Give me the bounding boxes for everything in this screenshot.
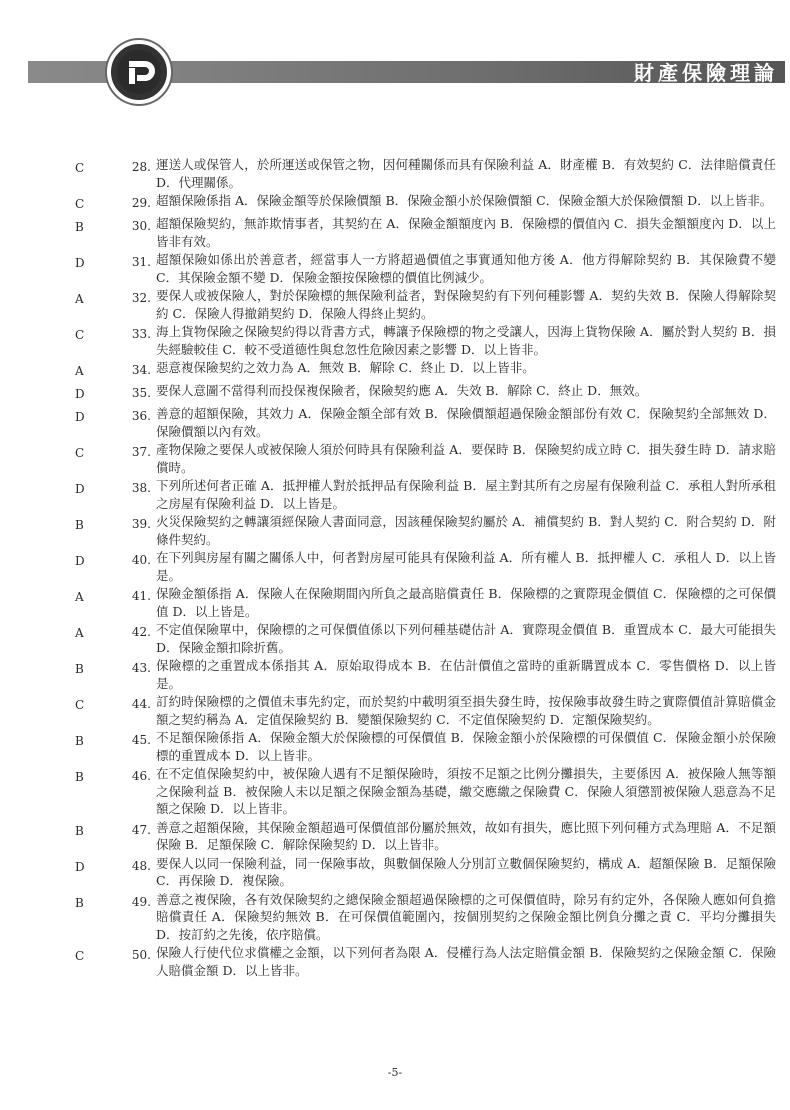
question-number: 50. [131, 948, 151, 962]
question-text: 下列所述何者正確 A．抵押權人對於抵押品有保險利益 B．屋主對其所有之房屋有保險利益 C．承租人對所承租之房屋有保險利益 D．以上皆是。 [156, 478, 776, 511]
question-item [0, 819, 790, 854]
question-item [0, 287, 790, 322]
question-number: 29. [131, 196, 151, 210]
answer-key: A [75, 626, 84, 640]
question-item [0, 323, 790, 358]
question-number: 36. [131, 409, 151, 423]
answer-key: A [75, 364, 84, 378]
question-item [0, 405, 790, 440]
question-text: 善意之超額保險，其保險金額超過可保價值部份屬於無效，故如有損失，應比照下列何種方式為理賠 A．不足額保險 B．足額保險 C．解除保險契約 D．以上皆非。 [156, 819, 776, 852]
question-number: 40. [131, 553, 151, 567]
question-number: 49. [131, 894, 151, 909]
question-item [0, 441, 790, 476]
answer-key: D [75, 554, 85, 568]
question-list [0, 156, 790, 980]
question-text: 保險標的之重置成本係指其 A．原始取得成本 B．在估計價值之當時的重新購置成本 C．零售價格 D．以上皆是。 [156, 658, 776, 691]
question-item [0, 359, 790, 381]
answer-key: B [75, 895, 84, 910]
question-item [0, 585, 790, 620]
question-text: 不足額保險係指 A．保險金額大於保險標的可保價值 B．保險金額小於保險標的可保價值 C．保險金額小於保險標的重置成本 D．以上皆非。 [156, 730, 776, 763]
question-text: 保險金額係指 A．保險人在保險期間內所負之最高賠償責任 B．保險標的之實際現金價值 C．保險標的之可保價值 D．以上皆是。 [156, 586, 776, 619]
question-item [0, 855, 790, 890]
question-number: 35. [131, 386, 151, 400]
question-text: 在不定值保險契約中，被保險人遇有不足額保險時，須按不足額之比例分攤損失，主要係因 A．被保險人無等額之保險利益 B．被保險人未以足額之保險金額為基礎，繳交應繳之保險費 C．保險人須懲罰被保險人惡意為不足額之保險 D．以上皆非。 [156, 766, 776, 816]
question-item [0, 944, 790, 979]
question-text: 善意之複保險，各有效保險契約之總保險金額超過保險標的之可保價值時，除另有約定外，各保險人應如何負擔賠償責任 A．保險契約無效 B．在可保價值範圍內，按個別契約之保險金額比例負分攤之責 C．平均分攤損失 D．按訂約之先後，依序賠償。 [156, 891, 776, 942]
logo-mark-icon [111, 44, 167, 100]
question-number: 34. [131, 363, 151, 377]
answer-key: C [75, 197, 85, 211]
answer-key: D [75, 410, 85, 424]
question-number: 45. [131, 733, 151, 747]
answer-key: B [75, 823, 84, 838]
answer-key: B [75, 220, 84, 234]
answer-key: D [75, 387, 85, 401]
question-item [0, 729, 790, 764]
answer-key: D [75, 859, 85, 874]
question-number: 43. [131, 661, 151, 675]
question-text: 超額保險如係出於善意者，經當事人一方將超過價值之事實通知他方後 A．他方得解除契約 B．其保險費不變 C．其保險金額不變 D．保險金額按保險標的價值比例減少。 [156, 252, 776, 285]
question-text: 保險人行使代位求償權之金額，以下列何者為限 A．侵權行為人法定賠償金額 B．保險契約之保險金額 C．保險人賠償金額 D．以上皆非。 [156, 945, 776, 978]
question-item [0, 382, 790, 404]
question-text: 超額保險契約，無詐欺情事者，其契約在 A．保險金額額度內 B．保險標的價值內 C．損失金額額度內 D．以上皆非有效。 [156, 216, 776, 249]
header-title: 財產保險理論 [634, 61, 778, 85]
question-number: 38. [131, 481, 151, 495]
question-item [0, 549, 790, 584]
question-number: 31. [131, 255, 151, 269]
question-number: 39. [131, 517, 151, 531]
question-item [0, 765, 790, 818]
question-item [0, 251, 790, 286]
question-text: 惡意複保險契約之效力為 A．無效 B．解除 C．終止 D．以上皆非。 [156, 360, 535, 375]
question-text: 不定值保險單中，保險標的之可保價值係以下列何種基礎估計 A．實際現金價值 B．重置成本 C．最大可能損失 D．保險金額扣除折舊。 [156, 622, 776, 655]
question-item [0, 891, 790, 944]
question-item [0, 192, 790, 214]
question-text: 要保人以同一保險利益，同一保險事故，與數個保險人分別訂立數個保險契約，構成 A．超額保險 B．足額保險 C．再保險 D．複保險。 [156, 855, 776, 888]
question-number: 42. [131, 625, 151, 639]
answer-key: C [75, 949, 85, 963]
question-item [0, 657, 790, 692]
question-number: 37. [131, 445, 151, 459]
question-text: 產物保險之要保人或被保險人須於何時具有保險利益 A．要保時 B．保險契約成立時 C．損失發生時 D．請求賠償時。 [156, 442, 776, 475]
publisher-logo-icon [107, 40, 171, 104]
answer-key: B [75, 770, 84, 784]
answer-key: D [75, 256, 85, 270]
question-number: 30. [131, 219, 151, 233]
question-text: 運送人或保管人，於所運送或保管之物，因何種關係而具有保險利益 A．財產權 B．有效契約 C．法律賠償責任 D．代理關係。 [156, 157, 776, 190]
answer-key: A [75, 590, 84, 604]
question-text: 在下列與房屋有關之關係人中，何者對房屋可能具有保險利益 A．所有權人 B．抵押權人 C．承租人 D．以上皆是。 [156, 550, 776, 583]
question-number: 44. [131, 697, 151, 711]
page-number: -5- [387, 1066, 403, 1079]
answer-key: C [75, 161, 85, 175]
question-text: 火災保險契約之轉讓須經保險人書面同意，因該種保險契約屬於 A．補償契約 B．對人契約 C．附合契約 D．附條件契約。 [156, 514, 776, 547]
question-number: 41. [131, 589, 151, 603]
answer-key: B [75, 518, 84, 532]
question-text: 善意的超額保險，其效力 A．保險金額全部有效 B．保險價額超過保險金額部份有效 C．保險契約全部無效 D．保險價額以內有效。 [156, 406, 776, 439]
answer-key: B [75, 662, 84, 676]
question-item [0, 513, 790, 548]
question-item [0, 477, 790, 512]
question-item [0, 156, 790, 191]
question-text: 超額保險係指 A．保險金額等於保險價額 B．保險金額小於保險價額 C．保險金額大於保險價額 D．以上皆非。 [156, 193, 773, 208]
answer-key: C [75, 698, 85, 712]
question-text: 要保人或被保險人，對於保險標的無保險利益者，對保險契約有下列何種影響 A．契約失效 B．保險人得解除契約 C．保險人得撤銷契約 D．保險人得終止契約。 [156, 288, 776, 321]
question-item [0, 693, 790, 728]
question-text: 要保人意圖不當得利而投保複保險者，保險契約應 A．失效 B．解除 C．終止 D．無效。 [156, 383, 648, 398]
question-text: 海上貨物保險之保險契約得以背書方式，轉讓予保險標的物之受讓人，因海上貨物保險 A．屬於對人契約 B．損失經驗較佳 C．較不受道德性與怠忽性危險因素之影響 D．以上皆非。 [156, 324, 776, 357]
answer-key: B [75, 734, 84, 748]
answer-key: C [75, 328, 85, 342]
question-number: 46. [131, 769, 151, 783]
answer-key: C [75, 446, 85, 460]
answer-key: A [75, 292, 84, 306]
question-number: 32. [131, 291, 151, 305]
question-item [0, 215, 790, 250]
question-number: 48. [131, 858, 151, 873]
question-number: 33. [131, 327, 151, 341]
question-item [0, 621, 790, 656]
answer-key: D [75, 482, 85, 496]
question-text: 訂約時保險標的之價值未事先約定，而於契約中載明須至損失發生時，按保險事故發生時之實際價值計算賠償金額之契約稱為 A．定值保險契約 B．變額保險契約 C．不定值保險契約 D．定額保險契約。 [156, 694, 776, 727]
question-number: 28. [131, 160, 151, 174]
question-number: 47. [131, 822, 151, 837]
